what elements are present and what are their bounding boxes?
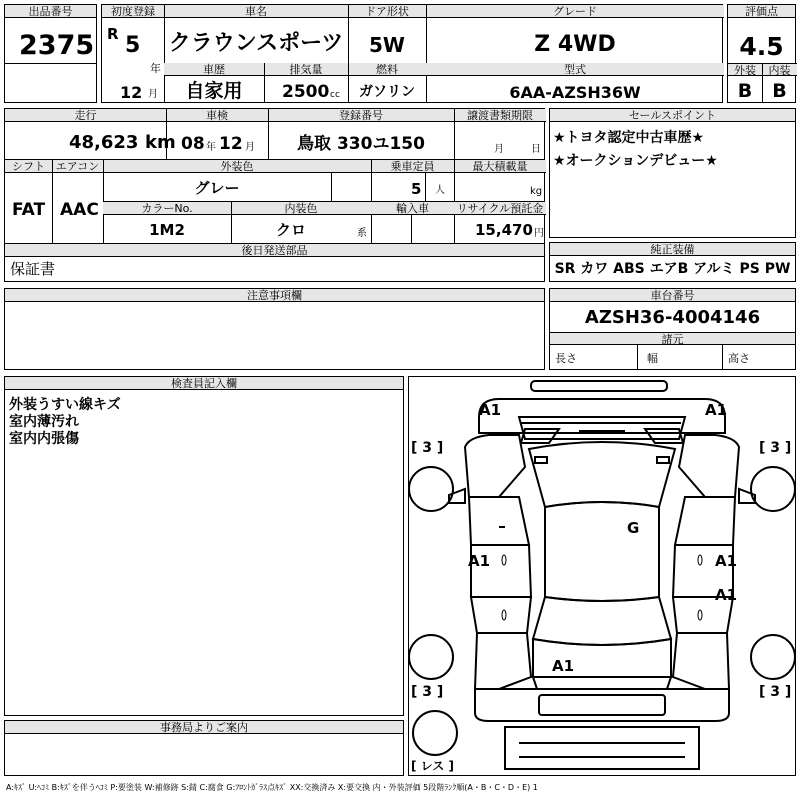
inspector-note: 室内内張傷	[9, 431, 79, 447]
tire-rear-left: [ 3 ]	[411, 684, 444, 700]
later-parts-label: 後日発送部品	[5, 244, 544, 257]
recycle-value: 15,470	[475, 221, 533, 239]
int-color-label: 内装色	[231, 202, 371, 215]
recycle-label: リサイクル預託金	[454, 202, 546, 215]
office-box	[4, 720, 404, 776]
exterior-grade-label: 外装	[728, 63, 762, 76]
color-no-value: 1M2	[149, 221, 185, 239]
chassis-label: 車台番号	[550, 289, 795, 302]
notes-label: 注意事項欄	[5, 289, 544, 302]
plate-value: 鳥取 330ユ150	[297, 134, 425, 154]
width-label: 幅	[647, 352, 658, 365]
inspector-note: 外装うすい線キズ	[9, 397, 121, 413]
car-name: クラウンスポーツ	[168, 31, 344, 56]
aircon-label: エアコン	[52, 160, 103, 173]
car-name-label: 車名	[164, 5, 348, 18]
sales-point-line: ★トヨタ認定中古車歴★	[553, 130, 705, 146]
mark-left-door: A1	[468, 552, 491, 570]
reg-year-unit: 年	[150, 62, 161, 75]
shift-value: FAT	[12, 200, 46, 220]
lot-number-label: 出品番号	[5, 5, 96, 18]
vehicle-header	[101, 4, 723, 103]
inspector-label: 検査員記入欄	[5, 377, 403, 390]
sales-point-line: ★オークションデビュー★	[553, 153, 718, 169]
equipment-box	[549, 242, 796, 282]
chassis-number: AZSH36-4004146	[584, 307, 761, 328]
mark-front-left: A1	[479, 401, 502, 419]
era: R	[107, 25, 119, 43]
chassis-box	[549, 288, 796, 370]
height-label: 高さ	[728, 352, 750, 365]
exterior-grade: B	[737, 80, 753, 102]
color-value: グレー	[194, 179, 240, 197]
legend: A:ｷｽﾞ U:ﾍｺﾐ B:ｷｽﾞを伴うﾍｺﾐ P:要塗装 W:補修跡 S:錆 C:腐食 G:ﾌﾛﾝﾄｶﾞﾗｽ点ｷｽﾞ XX:交換済み X:要交換 内・外装評価 5段階ﾗﾝｸ順(A・B・C・D・E) 1	[6, 783, 538, 792]
inspection-month-unit: 月	[245, 142, 255, 153]
first-reg-label: 初度登録	[102, 5, 164, 18]
mark-right-door-front: A1	[715, 552, 738, 570]
tire-rear-right: [ 3 ]	[759, 684, 792, 700]
grade-value: Z 4WD	[534, 32, 616, 57]
mark-rear: A1	[552, 657, 575, 675]
history-label: 車歴	[164, 63, 264, 76]
mileage-unit: km	[145, 132, 176, 153]
lot-number-box	[4, 4, 97, 103]
color-label: 外装色	[103, 160, 371, 173]
capacity-label: 乗車定員	[371, 160, 454, 173]
inspection-label: 車検	[166, 109, 268, 122]
capacity-unit: 人	[435, 185, 445, 196]
damage-diagram	[408, 376, 796, 776]
score-value: 4.5	[739, 32, 784, 61]
reg-month-unit: 月	[148, 89, 158, 100]
history-value: 自家用	[185, 80, 243, 102]
score-label: 評価点	[728, 5, 795, 18]
aircon-value: AAC	[60, 200, 99, 220]
recycle-unit: 円	[534, 228, 544, 239]
office-label: 事務局よりご案内	[5, 721, 403, 734]
transfer-label: 譲渡書類期限	[454, 109, 546, 122]
interior-grade: B	[772, 80, 787, 102]
capacity-value: 5	[411, 180, 422, 198]
shift-label: シフト	[5, 160, 52, 173]
door-label: ドア形状	[348, 5, 426, 18]
plate-label: 登録番号	[268, 109, 454, 122]
sales-points-box	[549, 108, 796, 238]
dims-label: 諸元	[550, 332, 795, 345]
inspector-note: 室内薄汚れ	[9, 414, 79, 430]
details-box	[4, 108, 545, 282]
later-parts-value: 保証書	[10, 260, 56, 278]
mark-right-door-rear: A1	[715, 586, 738, 604]
displacement-unit: cc	[330, 90, 340, 100]
interior-grade-label: 内装	[762, 63, 797, 76]
load-unit: kg	[530, 186, 543, 197]
inspection-month: 12	[219, 134, 243, 154]
notes-box	[4, 288, 545, 370]
transfer-day-unit: 日	[531, 144, 541, 155]
score-box	[727, 4, 796, 103]
lot-number: 2375	[19, 30, 95, 61]
load-label: 最大積載量	[454, 160, 546, 173]
tire-front-right: [ 3 ]	[759, 440, 792, 456]
int-color-value: クロ	[275, 221, 306, 239]
sales-points-label: セールスポイント	[550, 109, 795, 122]
fuel-label: 燃料	[348, 63, 426, 76]
spare-tire: [ レス ]	[411, 759, 454, 773]
tire-front-left: [ 3 ]	[411, 440, 444, 456]
displacement-label: 排気量	[264, 63, 348, 76]
reg-year: 5	[125, 33, 141, 58]
model-value: 6AA-AZSH36W	[509, 83, 641, 102]
grade-label: グレード	[426, 5, 724, 18]
mileage-label: 走行	[5, 109, 166, 122]
equipment-label: 純正装備	[550, 243, 795, 256]
inspector-box	[4, 376, 404, 716]
mark-front-right: A1	[705, 401, 728, 419]
fuel-value: ガソリン	[359, 84, 415, 100]
transfer-month-unit: 月	[494, 144, 504, 155]
model-label: 型式	[426, 63, 724, 76]
reg-month: 12	[120, 83, 143, 102]
int-color-suffix: 系	[357, 228, 367, 239]
color-no-label: カラーNo.	[103, 202, 231, 215]
displacement-value: 2500	[282, 82, 330, 102]
car-outline	[409, 377, 795, 775]
inspection-year-unit: 年	[206, 142, 216, 153]
mark-roof: G	[627, 519, 640, 537]
mileage-value: 48,623	[69, 132, 139, 153]
import-label: 輸入車	[371, 202, 454, 215]
inspection-year: 08	[181, 134, 205, 154]
door-value: 5W	[369, 33, 405, 57]
equipment-value: SR カワ ABS エアB アルミ PS PW	[554, 261, 791, 277]
length-label: 長さ	[555, 352, 577, 365]
